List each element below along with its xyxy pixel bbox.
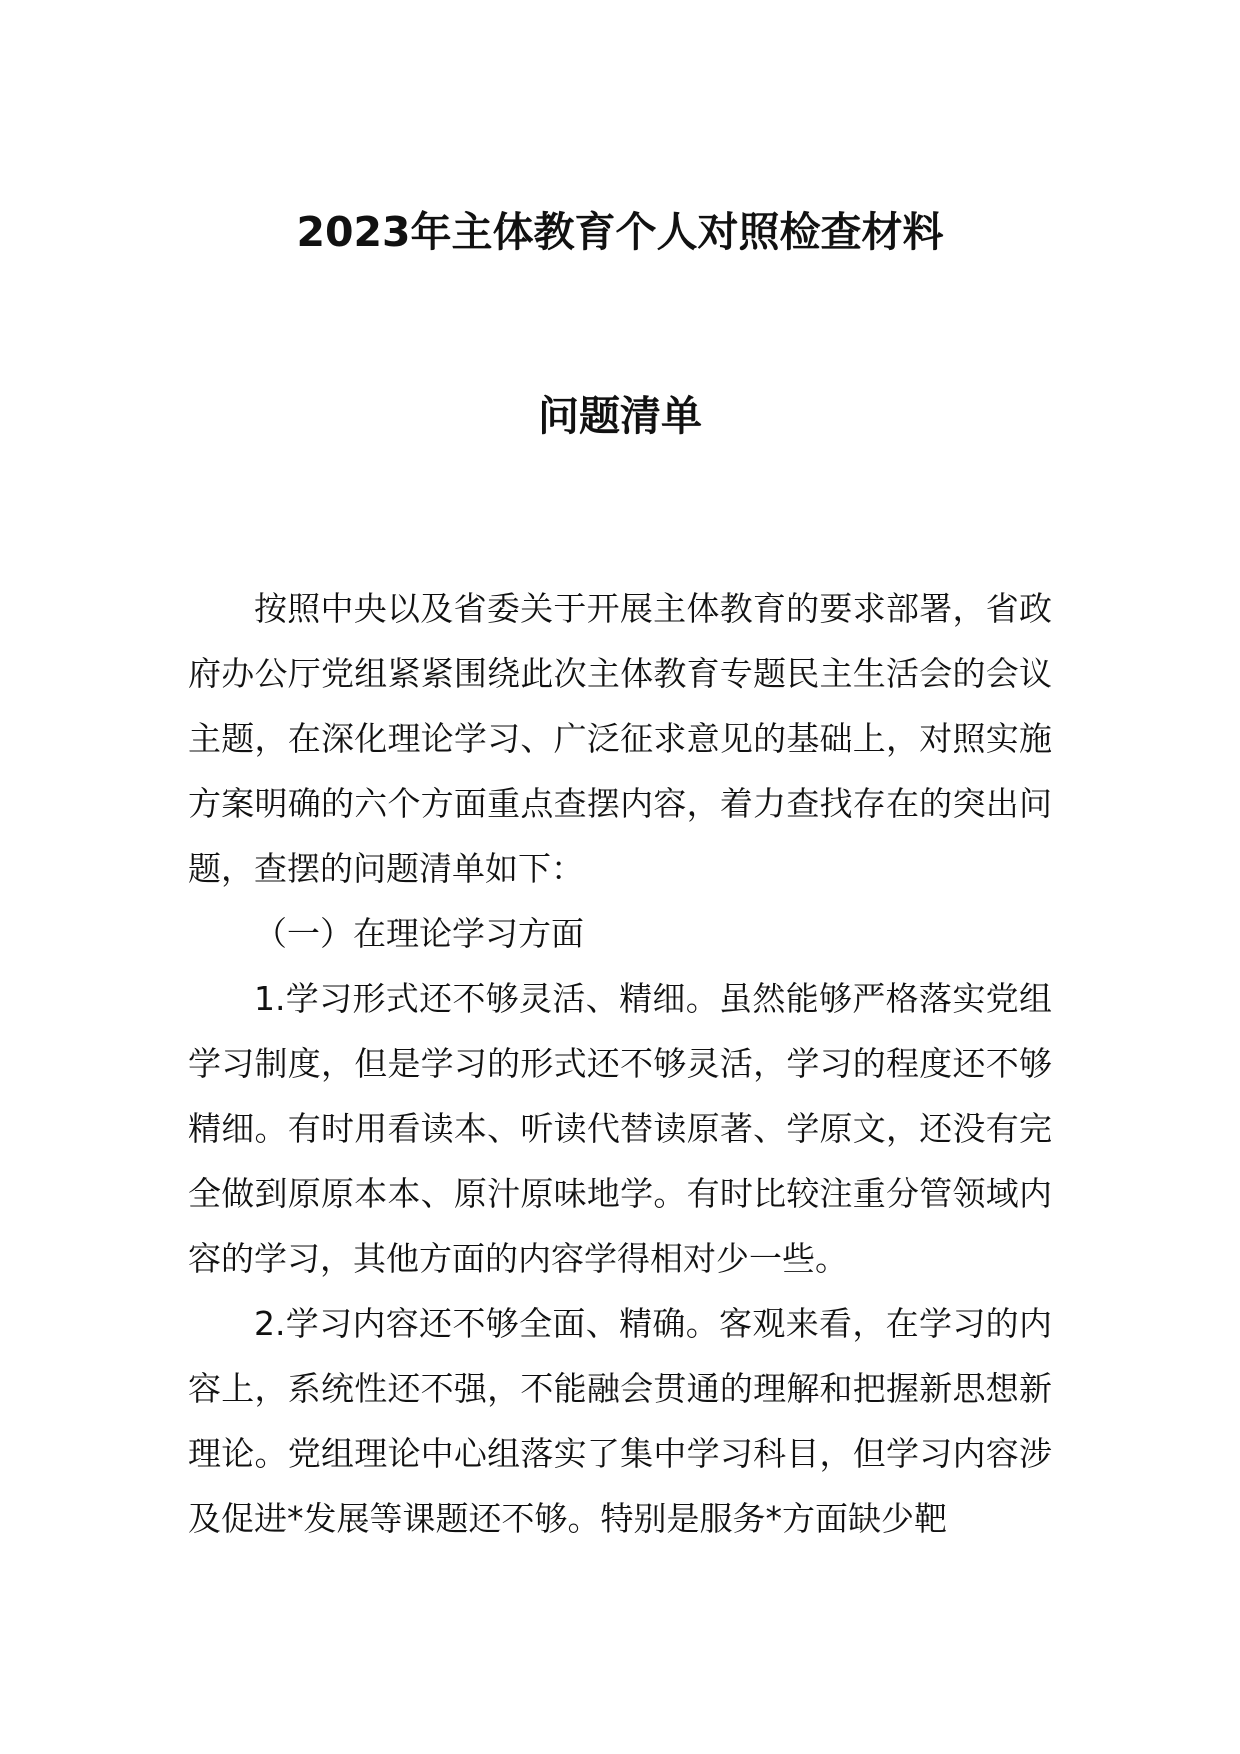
intro-paragraph	[188, 576, 1052, 901]
text-line: 按照中央以及省委关于开展主体教育的要求部署，省	[254, 589, 1019, 628]
text-line: 的突出问题，查摆的问题清单如下：	[188, 784, 1053, 888]
section-heading: （一）在理论学习方面	[254, 914, 584, 953]
document-subtitle: 问题清单	[538, 392, 702, 440]
text-line: 够精细。有时用看读本、听读代替读原著、学原文，还没	[188, 1044, 1052, 1148]
text-line: 学习制度，但是学习的形式还不够灵活，学习的程度还不	[188, 1044, 1019, 1083]
text-line: 2.学习内容还不够全面、精确。客观来看，在学习的内	[254, 1304, 1052, 1343]
text-line: 政府办公厅党组紧紧围绕此次主体教育专题民主生活会的	[188, 589, 1052, 693]
text-line: 有完全做到原原本本、原汁原味地学。有时比较注重分管	[188, 1109, 1053, 1213]
item-paragraph-2	[188, 1291, 1052, 1551]
document-title: 2023年主体教育个人对照检查材料	[296, 208, 944, 256]
text-line: 容上，系统性还不强，不能融会贯通的理解和把握新思想	[188, 1369, 1019, 1408]
text-line: 新理论。党组理论中心组落实了集中学习科目，但学习内	[188, 1369, 1052, 1473]
text-line: 照实施方案明确的六个方面重点查摆内容，着力查找存在	[188, 719, 1053, 823]
document-body	[188, 576, 1052, 1551]
item-paragraph-1	[188, 966, 1052, 1291]
text-line: 会议主题，在深化理论学习、广泛征求意见的基础上，对	[188, 654, 1053, 758]
text-line: 容涉及促进*发展等课题还不够。特别是服务*方面缺少靶	[188, 1434, 1053, 1538]
text-line: 1.学习形式还不够灵活、精细。虽然能够严格落实党组	[254, 979, 1052, 1018]
text-line: 领域内容的学习，其他方面的内容学得相对少一些。	[188, 1174, 1053, 1278]
